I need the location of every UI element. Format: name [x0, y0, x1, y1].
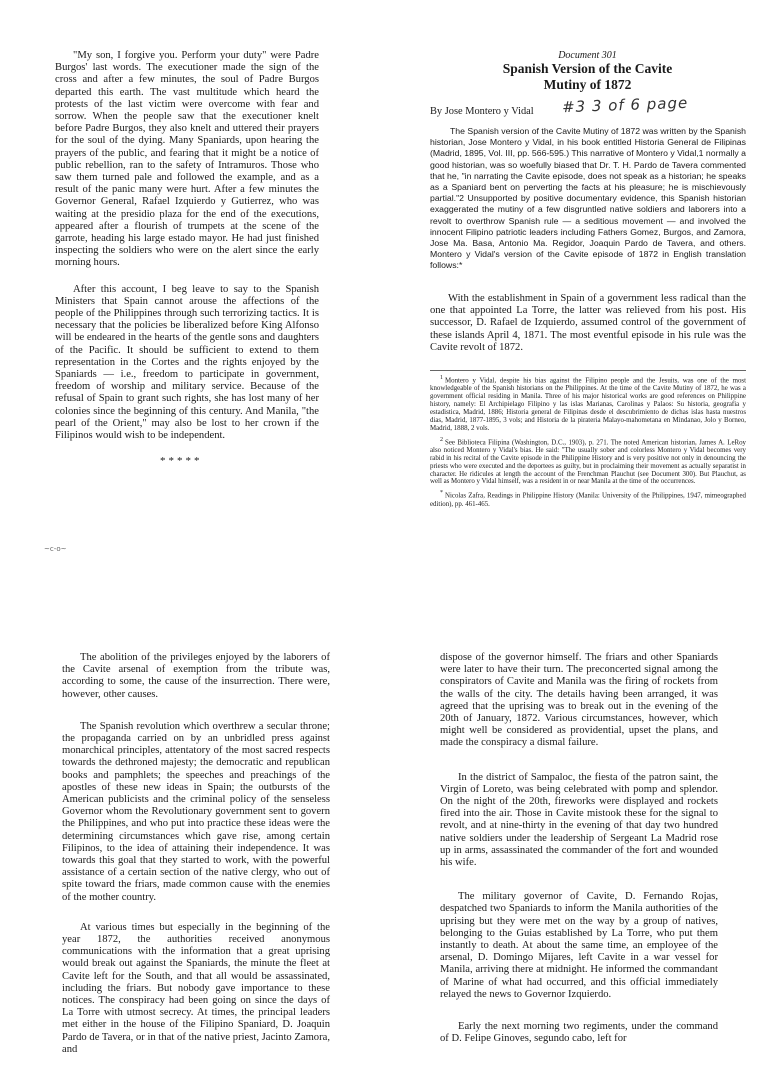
paragraph: The military governor of Cavite, D. Fernando Rojas, despatched two Spaniards to inform the Manila authorities of the uprising but they were met on the way by a group of natives, belonging to the Guias established by La Torre, who put them instantly to death. At about the same time, an employee of the arsenal, D. Domingo Mijares, left Cavite in a war vessel for Manila, arriving there at midnight. He informed the commandant of Marine of what had occurred, and this official immediately relayed the news to Governor Izquierdo. [440, 891, 718, 1000]
paragraph: At various times but especially in the beginning of the year 1872, the authorities received anonymous communications with the information that a great uprising would break out against the Spaniards, the minute the fleet at Cavite left for the South, and that all would be assassinated, including the friars. But nobody gave importance to these notices. The conspiracy had been going on since the days of La Torre with utmost secrecy. At times, the principal leaders met either in the house of the Filipino Spaniard, D. Joaquin Pardo de Tavera, or in that of the native priest, Jacinto Zamora, and [62, 921, 330, 1055]
author-line: By Jose Montero y Vidal [430, 106, 534, 117]
paragraph: "My son, I forgive you. Perform your duty" were Padre Burgos' last words. The executioner made the sign of the cross and after a few minutes, the soul of Padre Burgos departed this earth. The vast multitude which heard the protests of the last victim were overcome with fear and sorrow. When the people saw that the executioner knelt before Padre Burgos, they also knelt and uttered their prayers for the soul of the dying. Many Spaniards, upon hearing the prayers of the public, and fearing that it might be a notice of public rebellion, ran to the safety of Intramuros. Those who saw them turned pale and followed the example, and as a result of the panic many were hurt. After a few minutes the Governor General, Rafael Izquierdo y Gutierrez, who was waiting at the presidio plaza for the end of the executions, appeared after a flourish of trumpets at the scene of the garrote, heading his large estado mayor. He had just finished inspecting the soldiers who were on the alert since the early morning hours. [55, 50, 319, 269]
document-number: Document 301 [558, 50, 617, 61]
footnote-text: Montero y Vidal, despite his bias against the Filipino people and the Jesuits, was one of the most knowledgeable of the Spanish historians on the Philippines. At the time of the Cavite Mutiny of 1872, he was a government official residing in Manila. Three of his major historical works are good references on Philippine history, namely: El Archipielago Filipino y las islas Marianas, Carolinas y Palaos: Su historia, geografia y estadistica, Madrid, 1886; Historia general de Filipinas desde el descubrimiento de dichas islas hasta nuestros dias, Madrid, 1877-1895, 3 vols; and Historia de la pirateria Malayo-mahometana en Mindanao, Jolo y Borneo, Madrid, 1888, 2 vols. [430, 377, 746, 432]
paragraph: In the district of Sampaloc, the fiesta of the patron saint, the Virgin of Loreto, was being celebrated with pomp and splendor. On the night of the 20th, fireworks were displayed and rockets fired into the air. Those in Cavite mistook these for the signal to revolt, and at nine-thirty in the evening of that day two hundred native soldiers under the leadership of Sergeant La Madrid rose up in arms, assassinated the commander of the fort and wounded his wife. [440, 771, 718, 869]
document-header [430, 50, 745, 93]
paragraph: With the establishment in Spain of a government less radical than the one that appointed La Torre, the latter was relieved from his post. His successor, D. Rafael de Izquierdo, assumed control of the government of these islands April 4, 1871. The most eventful episode in his rule was the Cavite revolt of 1872. [430, 293, 746, 353]
footnote [430, 375, 746, 433]
section-separator: ***** [160, 455, 203, 467]
footnote-number: 2 [440, 436, 443, 443]
paragraph: dispose of the governor himself. The friars and other Spaniards were later to have their turn. The preconcerted signal among the conspirators of Cavite and Manila was the firing of rockets from the walls of the city. The details having been arranged, it was agreed that the uprising was to break out in the evening of the 20th of January, 1872. Various circumstances, however, which might well be considered as providential, upset the plans, and made the conspiracy a dismal failure. [440, 652, 718, 749]
top-right-body [430, 293, 746, 366]
editor-introduction [430, 126, 746, 272]
top-left-column [55, 50, 319, 454]
intro-paragraph: The Spanish version of the Cavite Mutiny of 1872 was written by the Spanish historian, Jose Montero y Vidal, in his book entitled Historia General de Filipinas (Madrid, 1895, Vol. III, pp. 566-595.) This narrative of Montero y Vidal,1 normally a good historian, was so woefully biased that Dr. T. H. Pardo de Tavera commented that he, "in narrating the Cavite episode, does not speak as a historian; he speaks as a Spaniard bent on perverting the facts at his pleasure; he is mischievously partial."2 Unsupported by positive documentary evidence, this Spanish historian exaggerated the mutiny of a few disgruntled native soldiers and laborers into a revolt to overthrow Spanish rule — a seditious movement — and involved the innocent Filipino patriotic leaders including Fathers Gomez, Burgos, and Zamora, Jose Ma. Basa, Antonio Ma. Regidor, Joaquin Pardo de Tavera, and others. Montero y Vidal's version of the Cavite episode of 1872 in English translation follows:* [430, 126, 746, 271]
paragraph: Early the next morning two regiments, under the command of D. Felipe Ginoves, segundo cabo, left for [440, 1021, 718, 1045]
paragraph: The abolition of the privileges enjoyed by the laborers of the Cavite arsenal of exemption from the tribute was, according to some, the cause of the insurrection. There were, however, other causes. [62, 652, 330, 700]
footnote [430, 437, 746, 487]
footnote-number: 1 [440, 375, 443, 381]
scan-mark: ~c-o~ [44, 545, 67, 553]
paragraph: The Spanish revolution which overthrew a secular throne; the propaganda carried on by an unbridled press against monarchical principles, attentatory of the most sacred respects towards the dethroned majesty; the democratic and republican books and pamphlets; the speeches and preachings of the apostles of these new ideas in Spain; the outbursts of the American publicists and the criminal policy of the senseless Governor whom the Revolutionary government sent to govern the Philippines, and who put into practice these ideas were the determining circumstances which gave rise, among certain Filipinos, to the idea of attaining their independence. It was towards this goal that they started to work, with the powerful assistance of a certain section of the native clergy, who out of spite toward the friars, made common cause with the enemies of the mother country. [62, 720, 330, 903]
footnote-text: See Biblioteca Filipina (Washington, D.C., 1903), p. 271. The noted American historian, James A. LeRoy also noticed Montero y Vidal's bias. He said: "The usually sober and colorless Montero y Vidal becomes very rabid in his recital of the Cavite episode in the Philippine History and is very positive not only in denouncing the priests who were executed and the deportees as guilty, but in proclaiming their movement as actually separatist in character. He ridicules at length the account of the Frenchman Plauchut (see Document 300). But Plauchut, as well as Montero y Vidal himself, was a resident in or near Manila at the time of the occurrences. [430, 438, 746, 486]
footnote-text: Nicolas Zafra, Readings in Philippine History (Manila: University of the Philippines, 1947, mimeographed edition), pp. 461-465. [430, 492, 746, 508]
bottom-left-column [62, 652, 330, 1068]
footnotes [430, 370, 746, 512]
paragraph: After this account, I beg leave to say to the Spanish Ministers that Spain cannot arouse the affections of the people of the Philippines through such terrorizing tactics. It is necessary that the policies be liberalized before King Alfonso will be endeared in the hearts of the gentle sons and daughters of the Pacific. It should be sufficient to extend to them representation in the Cortes and the rights enjoyed by the Spaniards — i.e., freedom to participate in government, freedom of worship and military service. Because of the refusal of Spain to grant such rights, she has lost many of her colonies since the beginning of this century. And Manila, "the pearl of the Orient," may also be lost to her crown if the Filipinos would wish to be independent. [55, 283, 319, 442]
document-title-line-2: Mutiny of 1872 [543, 77, 632, 92]
footnote [430, 490, 746, 508]
handwritten-note: #3 3 of 6 page [561, 93, 689, 117]
bottom-right-column [440, 652, 718, 1057]
document-title-line-1: Spanish Version of the Cavite [502, 61, 673, 76]
page-gap [0, 600, 768, 652]
footnote-number: * [440, 490, 443, 497]
